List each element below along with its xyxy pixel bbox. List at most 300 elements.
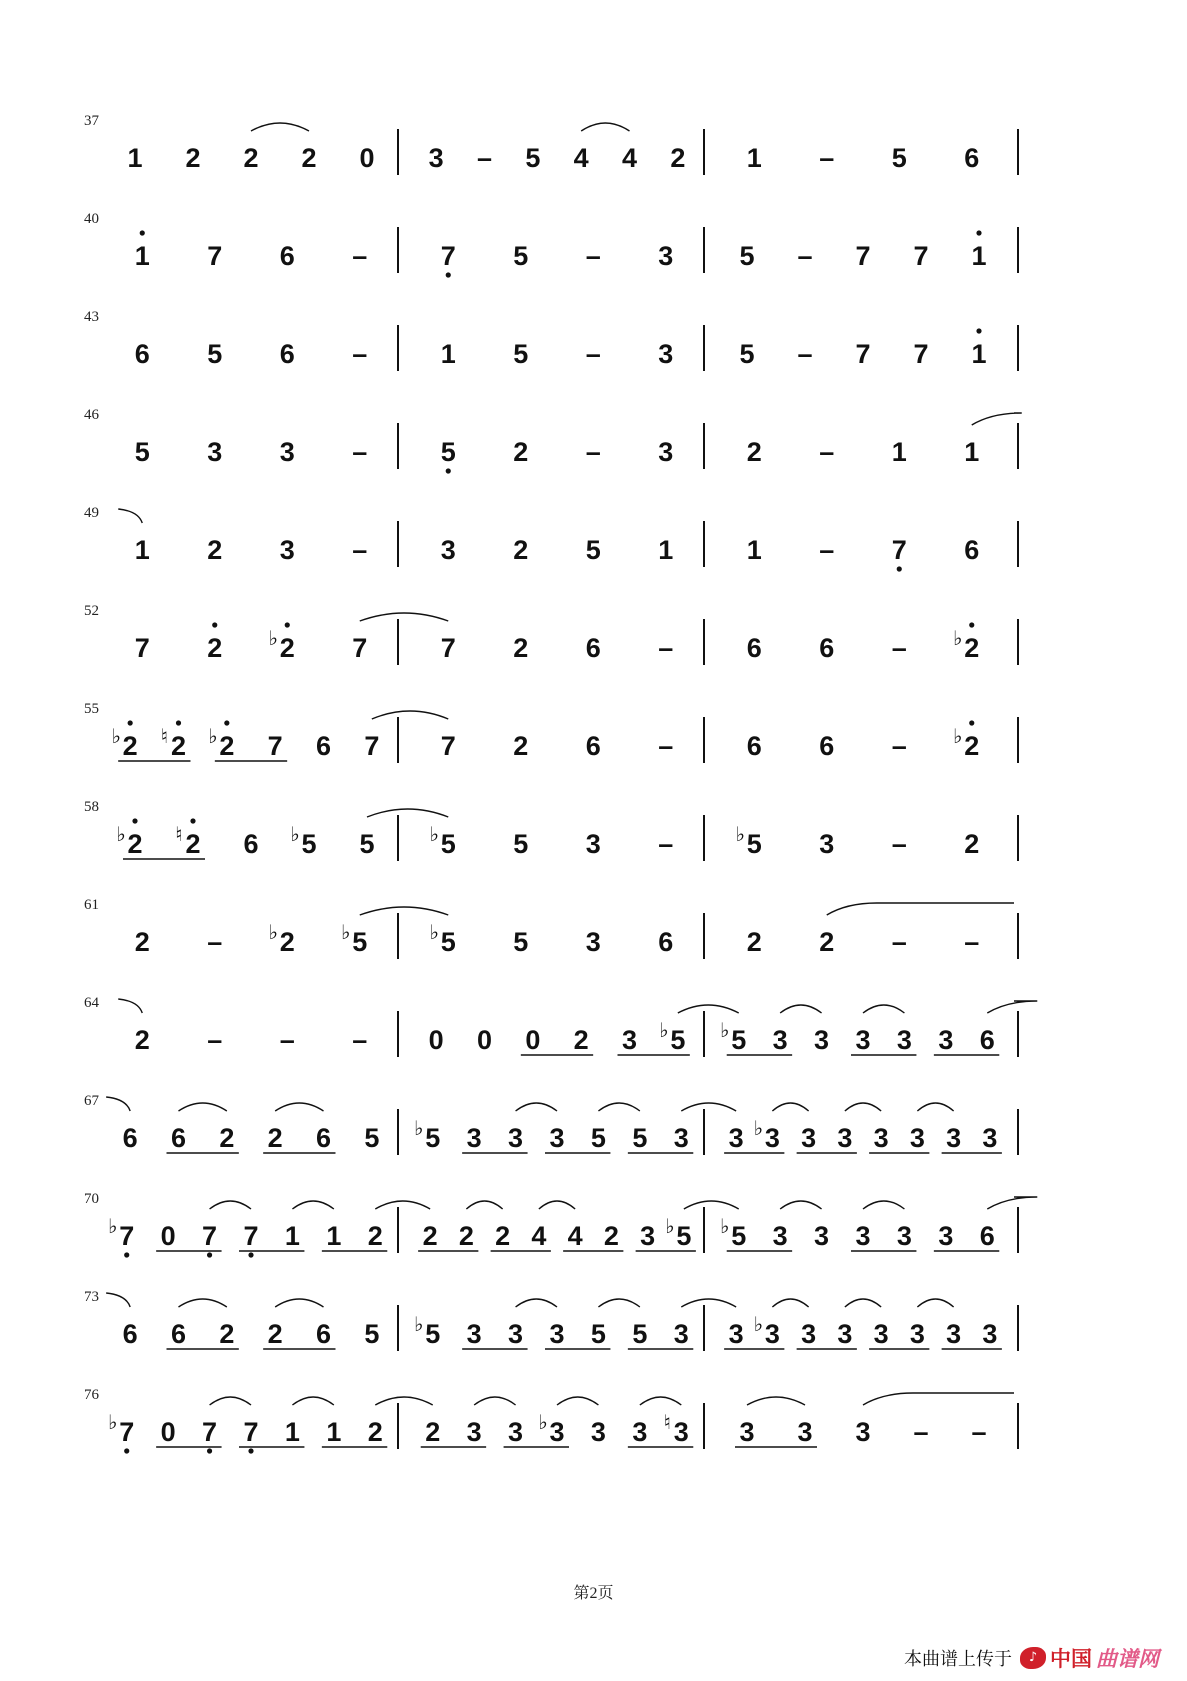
note: 7 — [440, 633, 456, 663]
note: 5 — [739, 241, 755, 271]
note: 2 — [458, 1221, 474, 1251]
note: 3 — [764, 1319, 780, 1349]
measure-number: 37 — [84, 113, 99, 129]
note: 5 — [301, 829, 317, 859]
note: 5 — [676, 1221, 692, 1251]
slur-arc — [598, 1299, 639, 1307]
note: 3 — [466, 1319, 482, 1349]
note: 5 — [364, 1123, 380, 1153]
note: 3 — [873, 1123, 889, 1153]
note: 2 — [513, 535, 529, 565]
slur-arc — [516, 1103, 557, 1111]
note: 5 — [513, 927, 529, 957]
note: 2 — [573, 1025, 589, 1055]
octave-dot-low — [248, 1448, 253, 1453]
note: 1 — [746, 535, 762, 565]
note: 7 — [440, 241, 456, 271]
note: 2 — [746, 927, 762, 957]
flat-sign: ♭ — [268, 626, 278, 650]
note: 6 — [170, 1123, 187, 1153]
measure-number: 58 — [84, 799, 99, 815]
note: 3 — [946, 1123, 962, 1153]
note: 3 — [728, 1319, 744, 1349]
dash-mark: – — [352, 535, 368, 565]
note: 3 — [896, 1025, 912, 1055]
note: 3 — [814, 1221, 830, 1251]
octave-dot-high — [285, 622, 290, 627]
flat-sign: ♭ — [111, 724, 121, 748]
note: 4 — [621, 143, 638, 173]
site-logo[interactable] — [1020, 1643, 1159, 1673]
note: 5 — [440, 437, 456, 467]
natural-sign: ♮ — [663, 1410, 671, 1434]
flat-sign: ♭ — [953, 724, 963, 748]
slur-arc-continued — [118, 509, 142, 523]
dash-mark: – — [891, 829, 907, 859]
slur-arc-continued — [118, 999, 142, 1013]
note: 7 — [440, 731, 456, 761]
note: 6 — [964, 535, 980, 565]
dash-mark: – — [279, 1025, 295, 1055]
note: 6 — [979, 1221, 995, 1251]
note: 2 — [670, 143, 686, 173]
note: 3 — [909, 1319, 925, 1349]
dash-mark: – — [891, 927, 907, 957]
dash-mark: – — [476, 143, 493, 173]
note: 3 — [549, 1123, 565, 1153]
note: 3 — [797, 1417, 813, 1447]
dash-mark: – — [658, 829, 674, 859]
note: 3 — [896, 1221, 912, 1251]
octave-dot-high — [190, 818, 195, 823]
note: 3 — [728, 1123, 744, 1153]
note: 3 — [673, 1319, 689, 1349]
note: 7 — [134, 633, 150, 663]
note: 3 — [982, 1319, 998, 1349]
note: 5 — [440, 829, 456, 859]
dash-mark: – — [964, 927, 980, 957]
note: 1 — [658, 535, 674, 565]
note: 3 — [938, 1025, 954, 1055]
octave-dot-high — [969, 720, 974, 725]
note: 2 — [746, 437, 762, 467]
dash-mark: – — [913, 1417, 929, 1447]
note: 3 — [549, 1417, 565, 1447]
note: 6 — [315, 731, 332, 761]
note: 2 — [279, 633, 295, 663]
note: 2 — [495, 1221, 511, 1251]
note: 5 — [513, 339, 529, 369]
slur-arc — [516, 1299, 557, 1307]
measure-number: 40 — [84, 211, 99, 227]
note: 3 — [428, 143, 444, 173]
note: 6 — [279, 241, 295, 271]
note: 3 — [938, 1221, 954, 1251]
note: 0 — [428, 1025, 444, 1055]
note: 1 — [964, 437, 980, 467]
footer-upload-text: 本曲谱上传于 — [904, 1649, 1012, 1670]
note: 7 — [855, 241, 871, 271]
octave-dot-low — [124, 1252, 129, 1257]
flat-sign: ♭ — [719, 1018, 730, 1042]
note: 3 — [508, 1123, 524, 1153]
note: 7 — [119, 1221, 135, 1251]
flat-sign: ♭ — [341, 920, 351, 944]
flat-sign: ♭ — [116, 822, 126, 846]
note: 3 — [739, 1417, 755, 1447]
note: 2 — [819, 927, 835, 957]
flat-sign: ♭ — [107, 1410, 118, 1434]
note: 2 — [170, 731, 187, 761]
measure-number: 61 — [84, 897, 99, 913]
note: 7 — [207, 241, 223, 271]
flat-sign: ♭ — [413, 1116, 424, 1140]
note: 3 — [801, 1319, 817, 1349]
note: 3 — [466, 1417, 482, 1447]
slur-arc — [360, 613, 449, 621]
note: 3 — [764, 1123, 780, 1153]
natural-sign: ♮ — [160, 724, 169, 748]
measure-number: 46 — [84, 407, 99, 423]
dash-mark: – — [585, 339, 601, 369]
note: 3 — [658, 241, 674, 271]
slur-arc — [360, 907, 449, 915]
note: 1 — [971, 241, 987, 271]
note: 5 — [891, 143, 907, 173]
note: 3 — [508, 1417, 524, 1447]
note: 1 — [326, 1221, 342, 1251]
note: 5 — [525, 143, 541, 173]
note: 2 — [219, 1319, 235, 1349]
note: 2 — [964, 829, 980, 859]
measure-number: 49 — [84, 505, 99, 521]
note: 6 — [315, 1319, 332, 1349]
octave-dot-high — [140, 230, 145, 235]
note: 5 — [425, 1123, 441, 1153]
note: 0 — [476, 1025, 493, 1055]
note: 6 — [279, 339, 295, 369]
note: 0 — [525, 1025, 541, 1055]
note: 6 — [585, 633, 601, 663]
note: 2 — [964, 633, 980, 663]
flat-sign: ♭ — [429, 822, 439, 846]
slur-arc — [179, 1103, 227, 1111]
slur-arc-open — [987, 1001, 1037, 1013]
note: 3 — [640, 1221, 656, 1251]
note: 5 — [425, 1319, 441, 1349]
octave-dot-high — [132, 818, 137, 823]
note: 2 — [425, 1417, 441, 1447]
slur-arc — [466, 1201, 502, 1209]
octave-dot-low — [446, 468, 451, 473]
octave-dot-high — [976, 230, 981, 235]
slur-arc — [681, 1103, 736, 1111]
note: 0 — [160, 1417, 176, 1447]
note: 3 — [982, 1123, 998, 1153]
note: 6 — [122, 1123, 138, 1153]
dash-mark: – — [819, 143, 835, 173]
note: 3 — [632, 1417, 648, 1447]
flat-sign: ♭ — [659, 1018, 669, 1042]
note: 3 — [585, 927, 601, 957]
octave-dot-high — [969, 622, 974, 627]
note: 2 — [367, 1221, 383, 1251]
note: 2 — [185, 829, 201, 859]
octave-dot-low — [207, 1252, 212, 1257]
note: 3 — [466, 1123, 482, 1153]
flat-sign: ♭ — [735, 822, 745, 846]
note: 5 — [207, 339, 223, 369]
octave-dot-low — [248, 1252, 253, 1257]
note: 7 — [352, 633, 368, 663]
slur-arc — [557, 1397, 598, 1405]
note: 3 — [673, 1123, 689, 1153]
note: 5 — [359, 829, 375, 859]
note: 0 — [160, 1221, 176, 1251]
note: 3 — [855, 1221, 871, 1251]
octave-dot-high — [176, 720, 181, 725]
note: 7 — [243, 1417, 259, 1447]
logo-text-part1: 中国 — [1050, 1647, 1092, 1671]
slur-arc — [863, 1201, 904, 1209]
slur-arc — [251, 123, 309, 131]
note: 2 — [127, 829, 143, 859]
note: 2 — [243, 143, 259, 173]
slur-arc — [780, 1201, 821, 1209]
flat-sign: ♭ — [753, 1116, 764, 1140]
octave-dot-low — [124, 1448, 129, 1453]
dash-mark: – — [819, 437, 835, 467]
measure-number: 55 — [84, 701, 99, 717]
note: 7 — [202, 1221, 218, 1251]
note: 5 — [352, 927, 368, 957]
note: 6 — [315, 1123, 332, 1153]
note: 3 — [819, 829, 835, 859]
slur-arc — [275, 1299, 323, 1307]
flat-sign: ♭ — [753, 1312, 764, 1336]
note: 7 — [913, 339, 929, 369]
slur-arc-continued — [106, 1097, 130, 1111]
flat-sign: ♭ — [107, 1214, 118, 1238]
slur-arc — [474, 1397, 515, 1405]
dash-mark: – — [585, 437, 601, 467]
measure-number: 73 — [84, 1289, 99, 1305]
octave-dot-low — [207, 1448, 212, 1453]
note: 7 — [891, 535, 907, 565]
note: 6 — [170, 1319, 187, 1349]
note: 2 — [603, 1221, 619, 1251]
slur-arc — [845, 1103, 881, 1111]
flat-sign: ♭ — [290, 822, 300, 846]
note: 7 — [202, 1417, 218, 1447]
octave-dot-high — [212, 622, 217, 627]
footer — [904, 1643, 1159, 1673]
slur-arc — [375, 1201, 430, 1209]
flat-sign: ♭ — [719, 1214, 730, 1238]
dash-mark: – — [207, 927, 223, 957]
flat-sign: ♭ — [429, 920, 439, 944]
note: 7 — [855, 339, 871, 369]
note: 2 — [422, 1221, 438, 1251]
note: 3 — [855, 1417, 871, 1447]
slur-arc — [780, 1005, 821, 1013]
dash-mark: – — [658, 633, 674, 663]
measure-number: 64 — [84, 995, 99, 1011]
note: 5 — [134, 437, 150, 467]
note: 5 — [590, 1123, 606, 1153]
slur-arc-open — [972, 413, 1022, 425]
note: 3 — [946, 1319, 962, 1349]
note: 3 — [621, 1025, 638, 1055]
dash-mark: – — [797, 241, 813, 271]
dash-mark: – — [585, 241, 601, 271]
slur-arc — [863, 1005, 904, 1013]
note: 1 — [746, 143, 762, 173]
note: 1 — [971, 339, 987, 369]
note: 3 — [279, 535, 295, 565]
note: 2 — [122, 731, 138, 761]
logo-text-part2: 曲谱网 — [1096, 1647, 1159, 1671]
slur-arc — [539, 1201, 575, 1209]
note: 4 — [531, 1221, 547, 1251]
note: 6 — [243, 829, 259, 859]
dash-mark: – — [797, 339, 813, 369]
octave-dot-high — [128, 720, 133, 725]
slur-arc — [210, 1397, 251, 1405]
note: 3 — [549, 1319, 565, 1349]
note: 3 — [772, 1221, 788, 1251]
note: 3 — [585, 829, 601, 859]
note: 2 — [964, 731, 980, 761]
note: 7 — [913, 241, 929, 271]
note: 3 — [873, 1319, 889, 1349]
note: 5 — [739, 339, 755, 369]
note: 3 — [658, 437, 674, 467]
note: 5 — [731, 1221, 747, 1251]
note: 2 — [267, 1319, 283, 1349]
flat-sign: ♭ — [413, 1312, 424, 1336]
flat-sign: ♭ — [665, 1214, 675, 1238]
page-number: 第2页 — [573, 1585, 614, 1602]
slur-arc — [772, 1103, 808, 1111]
note: 6 — [134, 339, 150, 369]
note: 2 — [301, 143, 317, 173]
octave-dot-low — [446, 272, 451, 277]
flat-sign: ♭ — [268, 920, 278, 944]
note: 1 — [134, 241, 150, 271]
note: 3 — [279, 437, 295, 467]
note: 1 — [891, 437, 907, 467]
note: 1 — [127, 143, 143, 173]
note: 7 — [119, 1417, 135, 1447]
note: 3 — [909, 1123, 925, 1153]
note: 5 — [670, 1025, 686, 1055]
slur-arc — [372, 711, 448, 719]
note: 6 — [746, 633, 762, 663]
note: 7 — [243, 1221, 259, 1251]
dash-mark: – — [819, 535, 835, 565]
note: 2 — [134, 1025, 150, 1055]
note: 2 — [513, 731, 529, 761]
note: 2 — [513, 633, 529, 663]
dash-mark: – — [658, 731, 674, 761]
note: 1 — [326, 1417, 342, 1447]
note: 5 — [585, 535, 601, 565]
flat-sign: ♭ — [208, 724, 218, 748]
measure-number: 70 — [84, 1191, 99, 1207]
note: 3 — [837, 1123, 853, 1153]
slur-arc — [917, 1299, 953, 1307]
octave-dot-high — [224, 720, 229, 725]
note: 3 — [673, 1417, 689, 1447]
slur-arc — [210, 1201, 251, 1209]
note: 6 — [819, 731, 835, 761]
note: 4 — [567, 1221, 583, 1251]
note: 4 — [573, 143, 589, 173]
note: 6 — [658, 927, 674, 957]
note: 5 — [513, 829, 529, 859]
dash-mark: – — [971, 1417, 987, 1447]
dash-mark: – — [207, 1025, 223, 1055]
note: 2 — [219, 1123, 235, 1153]
note: 5 — [440, 927, 456, 957]
natural-sign: ♮ — [175, 822, 183, 846]
dash-mark: – — [891, 731, 907, 761]
note: 6 — [585, 731, 601, 761]
note: 5 — [746, 829, 762, 859]
note: 2 — [207, 633, 223, 663]
note: 5 — [632, 1123, 648, 1153]
note: 3 — [772, 1025, 788, 1055]
dash-mark: – — [891, 633, 907, 663]
note: 6 — [746, 731, 762, 761]
slur-arc-continued — [106, 1293, 130, 1307]
slur-arc — [681, 1299, 736, 1307]
note: 6 — [964, 143, 980, 173]
note: 3 — [440, 535, 456, 565]
note: 2 — [219, 731, 235, 761]
slur-arc — [581, 123, 629, 131]
note: 0 — [359, 143, 375, 173]
dash-mark: – — [352, 241, 368, 271]
slur-arc — [917, 1103, 953, 1111]
note: 3 — [855, 1025, 871, 1055]
note: 1 — [134, 535, 150, 565]
slur-arc — [292, 1201, 333, 1209]
dash-mark: – — [352, 437, 368, 467]
note: 5 — [590, 1319, 606, 1349]
slur-arc — [845, 1299, 881, 1307]
slur-arc — [772, 1299, 808, 1307]
slur-arc — [292, 1397, 333, 1405]
note: 3 — [508, 1319, 524, 1349]
note: 6 — [819, 633, 835, 663]
note: 3 — [590, 1417, 606, 1447]
note: 7 — [267, 731, 283, 761]
note: 3 — [658, 339, 674, 369]
dash-mark: – — [352, 1025, 368, 1055]
note: 1 — [440, 339, 456, 369]
note: 2 — [279, 927, 295, 957]
note: 2 — [185, 143, 201, 173]
measure-number: 76 — [84, 1387, 99, 1403]
dash-mark: – — [352, 339, 368, 369]
slur-arc-open — [987, 1197, 1037, 1209]
note: 5 — [632, 1319, 648, 1349]
note: 3 — [837, 1319, 853, 1349]
slur-arc — [640, 1397, 681, 1405]
slur-arc — [367, 809, 448, 817]
